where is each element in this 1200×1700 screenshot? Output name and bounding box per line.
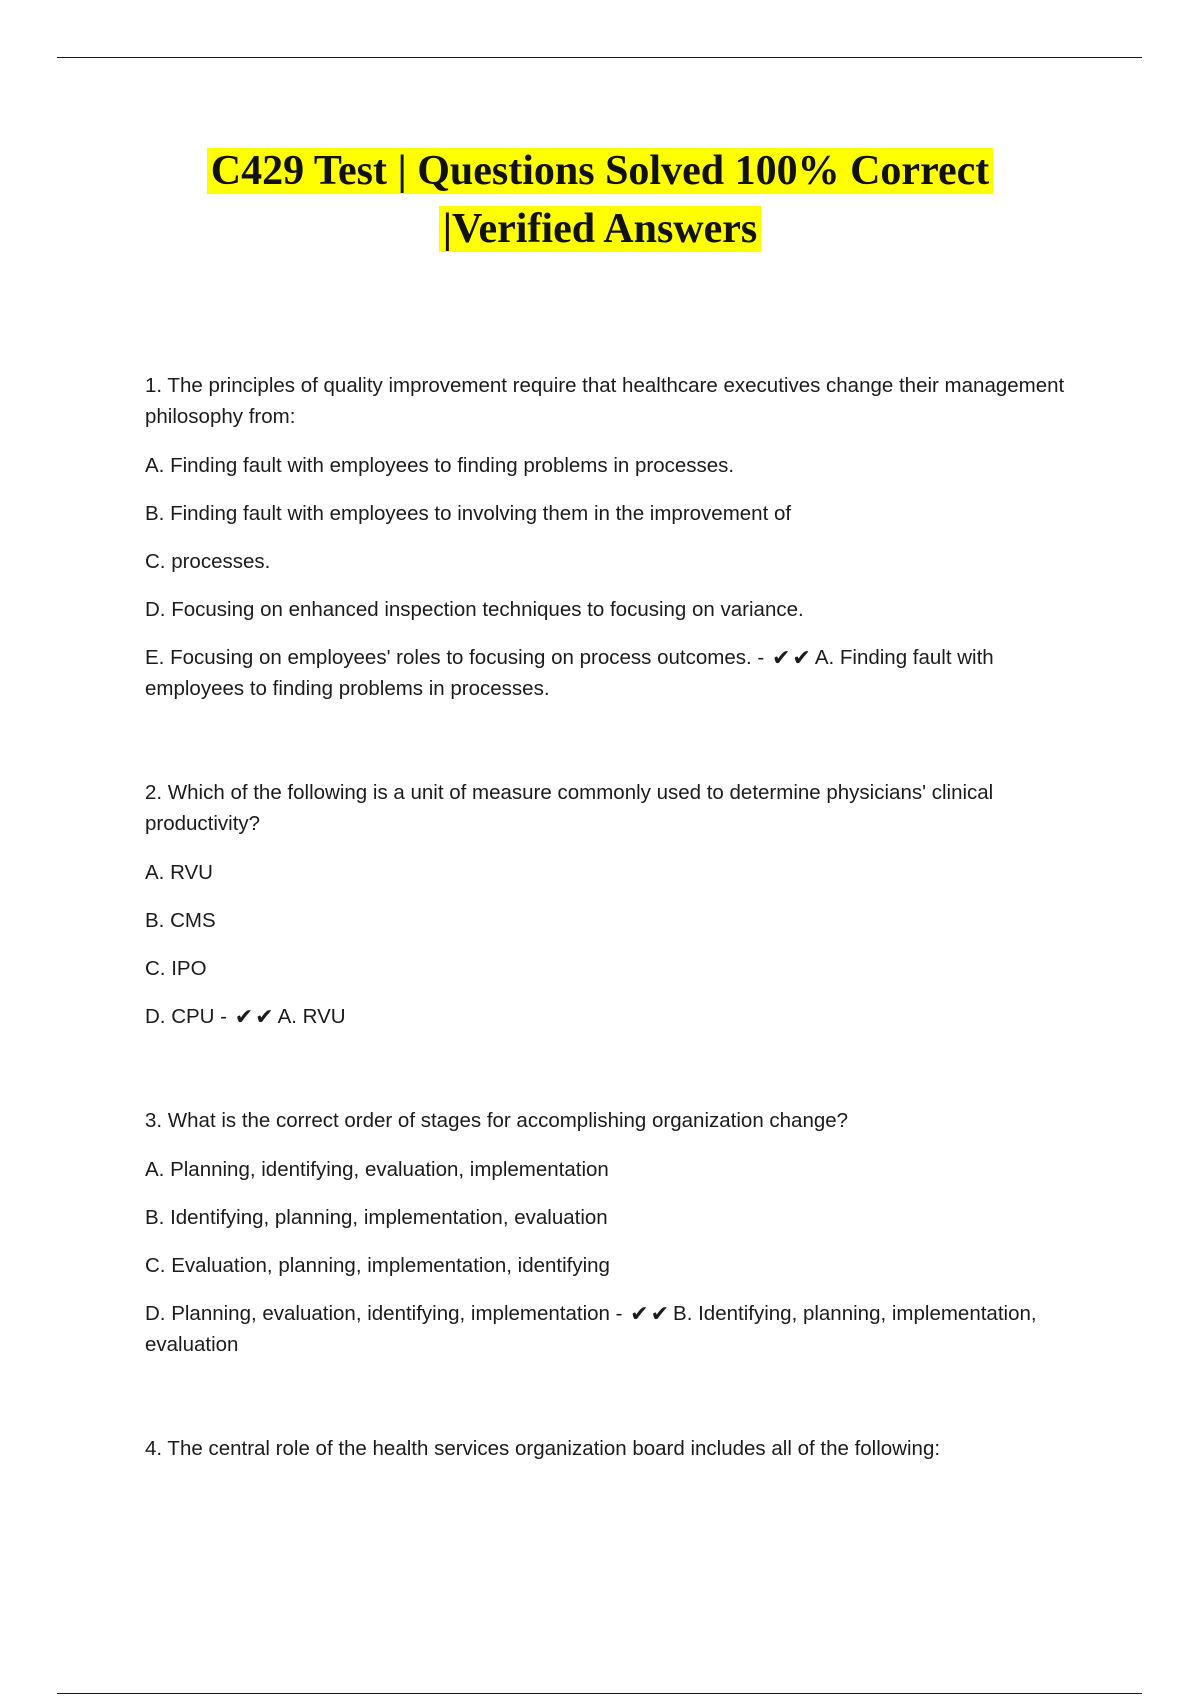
check-mark-icon: ✔✔ — [630, 1301, 672, 1326]
option-text: D. Planning, evaluation, identifying, implementation - — [145, 1302, 623, 1325]
question-text: 4. The central role of the health services organization board includes all of the following: — [145, 1437, 941, 1460]
option: B. Identifying, planning, implementation, evaluation — [145, 1206, 608, 1229]
option-text: D. CPU - — [145, 1005, 227, 1028]
option-with-answer — [145, 1298, 1075, 1360]
check-mark-icon: ✔✔ — [771, 645, 813, 670]
footer-rule — [57, 1693, 1142, 1694]
check-mark-icon: ✔✔ — [234, 1004, 276, 1029]
option: C. Evaluation, planning, implementation, identifying — [145, 1254, 610, 1277]
option: B. CMS — [145, 909, 216, 932]
question-list — [145, 370, 1075, 1482]
title-line-1: C429 Test | Questions Solved 100% Correct — [207, 148, 993, 194]
document-title — [0, 142, 1200, 258]
option: A. Finding fault with employees to finding problems in processes. — [145, 454, 735, 477]
question-text: 2. Which of the following is a unit of measure commonly used to determine physicians' clinical productivity? — [145, 781, 994, 835]
correct-answer: A. Finding fault with employees to finding problems in processes. — [145, 646, 994, 700]
option: A. RVU — [145, 861, 213, 884]
option: C. processes. — [145, 550, 271, 573]
option-with-answer — [145, 1001, 1075, 1032]
question-3 — [145, 1105, 1075, 1360]
option: D. Focusing on enhanced inspection techniques to focusing on variance. — [145, 598, 804, 621]
header-rule — [57, 57, 1142, 58]
question-text: 3. What is the correct order of stages for accomplishing organization change? — [145, 1109, 849, 1132]
question-4 — [145, 1433, 1075, 1464]
option-text: E. Focusing on employees' roles to focusing on process outcomes. - — [145, 646, 765, 669]
option-with-answer — [145, 642, 1075, 704]
correct-answer: B. Identifying, planning, implementation, evaluation — [145, 1302, 1037, 1356]
question-1 — [145, 370, 1075, 704]
title-line-2: |Verified Answers — [439, 206, 762, 252]
option: C. IPO — [145, 957, 207, 980]
option: B. Finding fault with employees to involving them in the improvement of — [145, 502, 792, 525]
correct-answer: A. RVU — [277, 1005, 346, 1028]
question-text: 1. The principles of quality improvement require that healthcare executives change their management philosophy from: — [145, 374, 1065, 428]
option: A. Planning, identifying, evaluation, implementation — [145, 1158, 609, 1181]
question-2 — [145, 777, 1075, 1032]
